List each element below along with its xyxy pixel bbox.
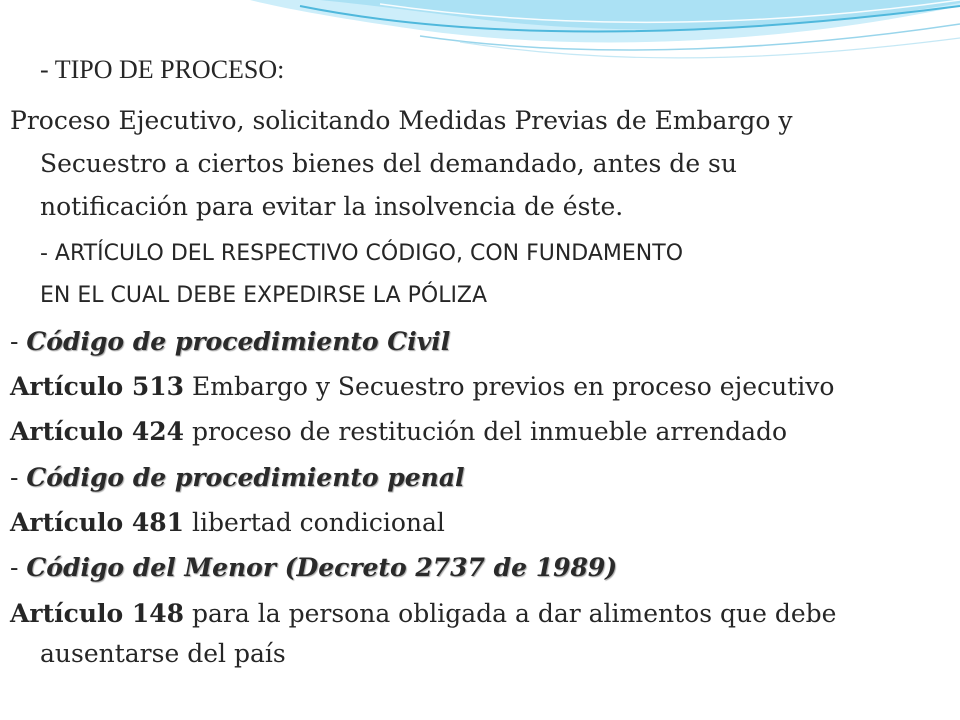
article-148-text: para la persona obligada a dar alimentos que debe bbox=[184, 599, 837, 628]
code-penal-title: Código de procedimiento penal bbox=[26, 463, 465, 492]
article-513-label: Artículo 513 bbox=[10, 372, 185, 401]
articulo-heading-line-2: EN EL CUAL DEBE EXPEDIRSE LA PÓLIZA bbox=[40, 283, 488, 308]
bullet-dash: - bbox=[10, 463, 27, 492]
article-148-line bbox=[10, 598, 836, 630]
article-148-continuation: ausentarse del país bbox=[40, 639, 286, 668]
code-civil-title: Código de procedimiento Civil bbox=[26, 327, 451, 356]
bullet-dash: - bbox=[10, 327, 27, 356]
articulo-heading-line-1: - ARTÍCULO DEL RESPECTIVO CÓDIGO, CON FUNDAMENTO bbox=[40, 241, 684, 266]
bullet-dash: - bbox=[10, 553, 27, 582]
tipo-body-line-1: Proceso Ejecutivo, solicitando Medidas Previas de Embargo y bbox=[10, 106, 793, 135]
tipo-body-line-2: Secuestro a ciertos bienes del demandado, antes de su bbox=[40, 149, 737, 178]
article-148-label: Artículo 148 bbox=[10, 599, 185, 628]
code-penal-line bbox=[10, 462, 465, 494]
tipo-body-line-3: notificación para evitar la insolvencia de éste. bbox=[40, 192, 624, 221]
article-424-text: proceso de restitución del inmueble arrendado bbox=[184, 417, 788, 446]
article-481-line bbox=[10, 507, 445, 539]
article-424-line bbox=[10, 416, 787, 448]
code-menor-title: Código del Menor (Decreto 2737 de 1989) bbox=[26, 553, 618, 582]
article-481-label: Artículo 481 bbox=[10, 508, 185, 537]
code-civil-line bbox=[10, 326, 450, 358]
article-513-text: Embargo y Secuestro previos en proceso ejecutivo bbox=[184, 372, 835, 401]
code-menor-line bbox=[10, 552, 617, 584]
tipo-heading: - TIPO DE PROCESO: bbox=[40, 55, 285, 84]
article-513-line bbox=[10, 371, 834, 403]
article-481-text: libertad condicional bbox=[184, 508, 445, 537]
article-424-label: Artículo 424 bbox=[10, 417, 185, 446]
